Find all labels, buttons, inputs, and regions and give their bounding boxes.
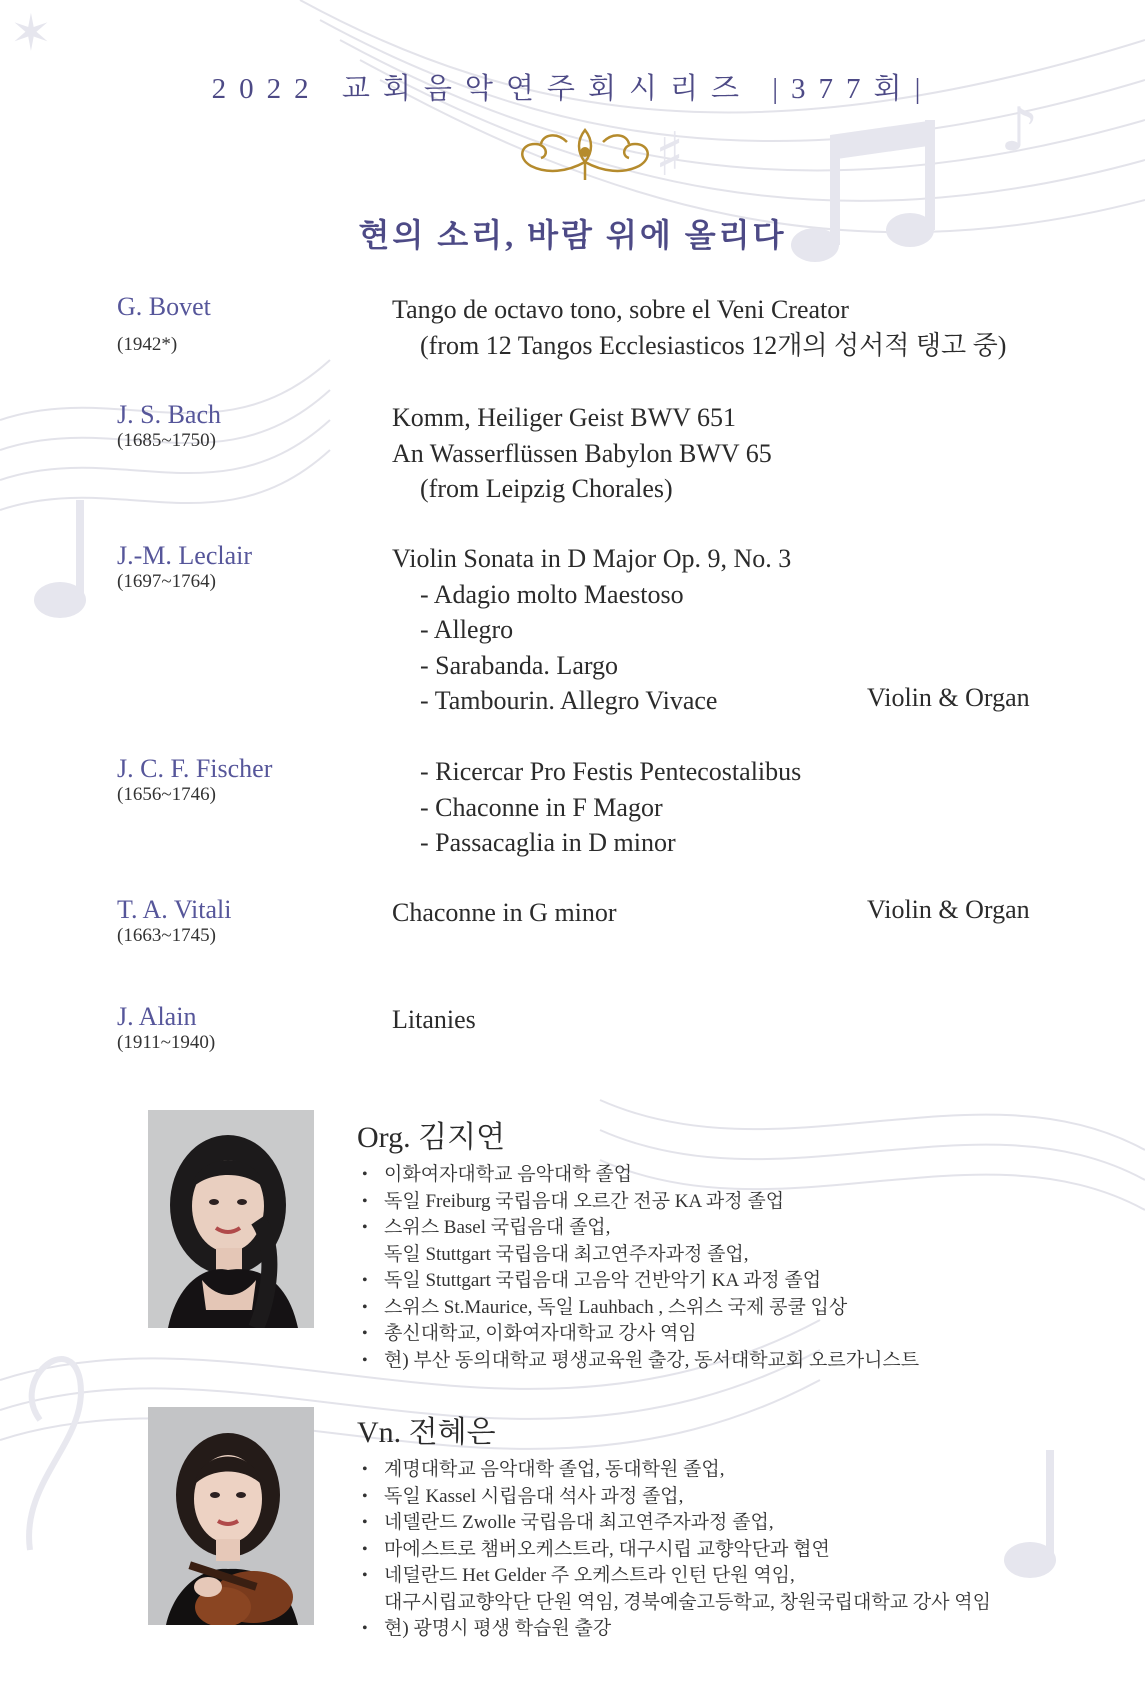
bio-item: • 이화여자대학교 음악대학 졸업 <box>362 1162 919 1189</box>
bio-item: • 스위스 Basel 국립음대 졸업, <box>362 1215 919 1242</box>
work-line: Komm, Heiliger Geist BWV 651 <box>392 403 736 432</box>
bio-item: • 독일 Kassel 시립음대 석사 과정 졸업, <box>362 1484 991 1511</box>
work-line: Litanies <box>392 1005 476 1034</box>
work-list <box>392 1002 476 1038</box>
work-list <box>392 400 772 507</box>
work-line: (from Leipzig Chorales) <box>420 474 673 503</box>
work-line: - Chaconne in F Magor <box>420 792 663 822</box>
work-line: - Adagio molto Maestoso <box>420 579 684 609</box>
performer-bio <box>362 1457 991 1643</box>
bio-item: • 독일 Stuttgart 국립음대 고음악 건반악기 KA 과정 졸업 <box>362 1268 919 1295</box>
composer-years: (1685~1750) <box>117 430 216 451</box>
gold-ornament-icon <box>507 122 663 184</box>
bio-item: • 계명대학교 음악대학 졸업, 동대학원 졸업, <box>362 1457 991 1484</box>
performer-bio <box>362 1162 919 1374</box>
organist-photo <box>148 1110 314 1328</box>
work-list <box>392 292 1006 363</box>
instrumentation: Violin & Organ <box>867 683 1030 712</box>
work-line: - Allegro <box>420 615 514 644</box>
composer-years: (1663~1745) <box>117 925 216 946</box>
instrumentation: Violin & Organ <box>867 895 1030 924</box>
composer-name: J. Alain <box>117 1002 197 1031</box>
svg-text:♯: ♯ <box>655 120 685 190</box>
bio-item: • 총신대학교, 이화여자대학교 강사 역임 <box>362 1321 919 1348</box>
composer-years: (1942*) <box>117 334 178 355</box>
work-line: An Wasserflüssen Babylon BWV 65 <box>392 438 772 468</box>
work-line: (from 12 Tangos Ecclesiasticos 12개의 성서적 탱고 중) <box>420 330 1007 360</box>
work-line: Tango de octavo tono, sobre el Veni Creator <box>392 295 849 324</box>
work-list <box>392 895 617 931</box>
bio-item: • 현) 부산 동의대학교 평생교육원 출강, 동서대학교회 오르가니스트 <box>362 1348 919 1375</box>
work-line: Chaconne in G minor <box>392 898 617 927</box>
composer-years: (1697~1764) <box>117 571 216 592</box>
work-line: - Sarabanda. Largo <box>420 650 619 680</box>
bio-item: • 네델란드 Zwolle 국립음대 최고연주자과정 졸업, <box>362 1510 991 1537</box>
performer-name: Org. 김지연 <box>357 1121 506 1154</box>
bio-item: 독일 Stuttgart 국립음대 최고연주자과정 졸업, <box>384 1243 749 1265</box>
violinist-photo <box>148 1407 314 1625</box>
composer-name: J. S. Bach <box>117 400 221 429</box>
work-list <box>392 754 801 861</box>
composer-name: J. C. F. Fischer <box>117 754 273 783</box>
composer-name: G. Bovet <box>117 292 211 321</box>
bio-item: • 네덜란드 Het Gelder 주 오케스트라 인턴 단원 역임, <box>362 1563 991 1590</box>
work-line: - Tambourin. Allegro Vivace <box>420 686 718 715</box>
svg-text:♪: ♪ <box>1000 95 1039 165</box>
work-line: - Ricercar Pro Festis Pentecostalibus <box>420 757 802 786</box>
bio-item: • 스위스 St.Maurice, 독일 Lauhbach , 스위스 국제 콩쿨 입상 <box>362 1295 919 1322</box>
composer-name: J.-M. Leclair <box>117 541 253 570</box>
bio-item: 대구시립교향악단 단원 역임, 경북예술고등학교, 창원국립대학교 강사 역임 <box>384 1591 991 1613</box>
performer-name: Vn. 전혜은 <box>357 1416 496 1449</box>
composer-name: T. A. Vitali <box>117 895 232 924</box>
bio-item: • 독일 Freiburg 국립음대 오르간 전공 KA 과정 졸업 <box>362 1189 919 1216</box>
svg-text:✶: ✶ <box>10 4 52 62</box>
bio-item: • 현) 광명시 평생 학습원 출강 <box>362 1616 991 1643</box>
program-title: 현의 소리, 바람 위에 올리다 <box>358 217 787 253</box>
work-line: Violin Sonata in D Major Op. 9, No. 3 <box>392 544 792 573</box>
composer-years: (1911~1940) <box>117 1032 216 1053</box>
work-list <box>392 541 791 719</box>
series-title: 2022 교회음악연주회시리즈 |377회| <box>211 73 934 105</box>
work-line: - Passacaglia in D minor <box>420 828 676 857</box>
bio-item: • 마에스트로 챔버오케스트라, 대구시립 교향악단과 협연 <box>362 1537 991 1564</box>
composer-years: (1656~1746) <box>117 784 216 805</box>
